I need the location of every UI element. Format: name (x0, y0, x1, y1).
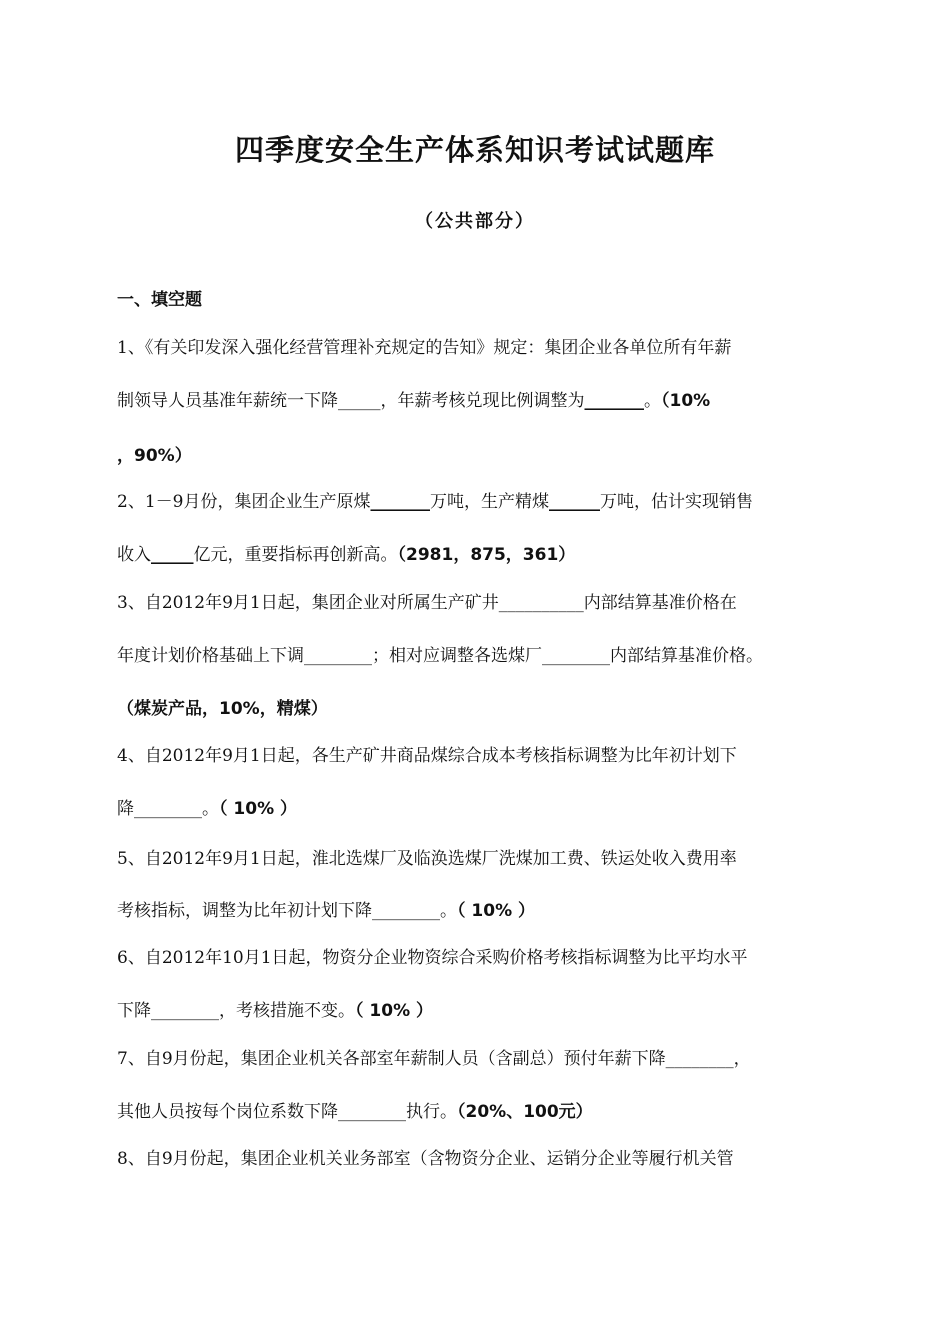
question-2-blank-2: ______ (548, 492, 600, 512)
question-2-text-4: 收入 (117, 545, 151, 565)
question-7-answer: （20%、100元） (457, 1102, 593, 1122)
question-6-line-2 (117, 996, 433, 1021)
question-2-answer: （2981，875，361） (397, 545, 576, 565)
question-7-text: 其他人员按每个岗位系数下降________执行。 (117, 1102, 457, 1122)
question-5-line-1: 5、自2012年9月1日起，淮北选煤厂及临涣选煤厂洗煤加工费、铁运处收入费用率 (117, 849, 737, 869)
question-7-line-2 (117, 1097, 593, 1122)
question-2-blank-3: _____ (151, 545, 194, 565)
question-2-text-5: 亿元，重要指标再创新高。 (193, 545, 398, 565)
question-4-answer: （ 10% ） (219, 799, 298, 819)
question-1-line-1: 1、《有关印发深入强化经营管理补充规定的告知》规定：集团企业各单位所有年薪 (117, 338, 732, 358)
question-3-line-1: 3、自2012年9月1日起，集团企业对所属生产矿井__________内部结算基准价格在 (117, 593, 737, 613)
question-1-answer-part-1: （10% (661, 391, 711, 411)
question-2-text-3: 万吨，估计实现销售 (599, 492, 753, 512)
question-1-answer-part-2: ，90%） (117, 446, 192, 466)
question-2-text-1: 2、1－9月份，集团企业生产原煤 (117, 492, 371, 512)
question-1-blank: _______ (584, 391, 644, 411)
question-1-period: 。 (644, 391, 661, 411)
question-8-line-1: 8、自9月份起，集团企业机关业务部室（含物资分企业、运销分企业等履行机关管 (117, 1149, 734, 1169)
page-title: 四季度安全生产体系知识考试试题库 (234, 133, 715, 167)
question-3-line-2: 年度计划价格基础上下调________；相对应调整各选煤厂________内部结算基准价格。 (117, 646, 763, 666)
question-7-line-1: 7、自9月份起，集团企业机关各部室年薪制人员（含副总）预付年薪下降________， (117, 1049, 751, 1069)
question-3-answer: （煤炭产品，10%，精煤） (117, 699, 328, 719)
question-6-answer: （ 10% ） (355, 1001, 434, 1021)
question-2-blank-1: _______ (370, 492, 430, 512)
page-subtitle: （公共部分） (415, 211, 535, 232)
question-1-text: 制领导人员基准年薪统一下降_____，年薪考核兑现比例调整为 (117, 391, 585, 411)
question-6-text: 下降________，考核措施不变。 (117, 1001, 355, 1021)
question-6-line-1: 6、自2012年10月1日起，物资分企业物资综合采购价格考核指标调整为比平均水平 (117, 948, 748, 968)
question-5-text: 考核指标，调整为比年初计划下降________。 (117, 901, 457, 921)
question-2-text-2: 万吨，生产精煤 (429, 492, 549, 512)
question-4-text: 降________。 (117, 799, 219, 819)
question-4-line-2 (117, 794, 297, 819)
question-2-line-2 (117, 540, 575, 565)
question-2-line-1 (117, 487, 753, 512)
section-heading: 一、填空题 (117, 290, 202, 310)
question-4-line-1: 4、自2012年9月1日起，各生产矿井商品煤综合成本考核指标调整为比年初计划下 (117, 746, 737, 766)
question-1-line-2 (117, 386, 710, 411)
question-5-answer: （ 10% ） (457, 901, 536, 921)
question-5-line-2 (117, 896, 535, 921)
